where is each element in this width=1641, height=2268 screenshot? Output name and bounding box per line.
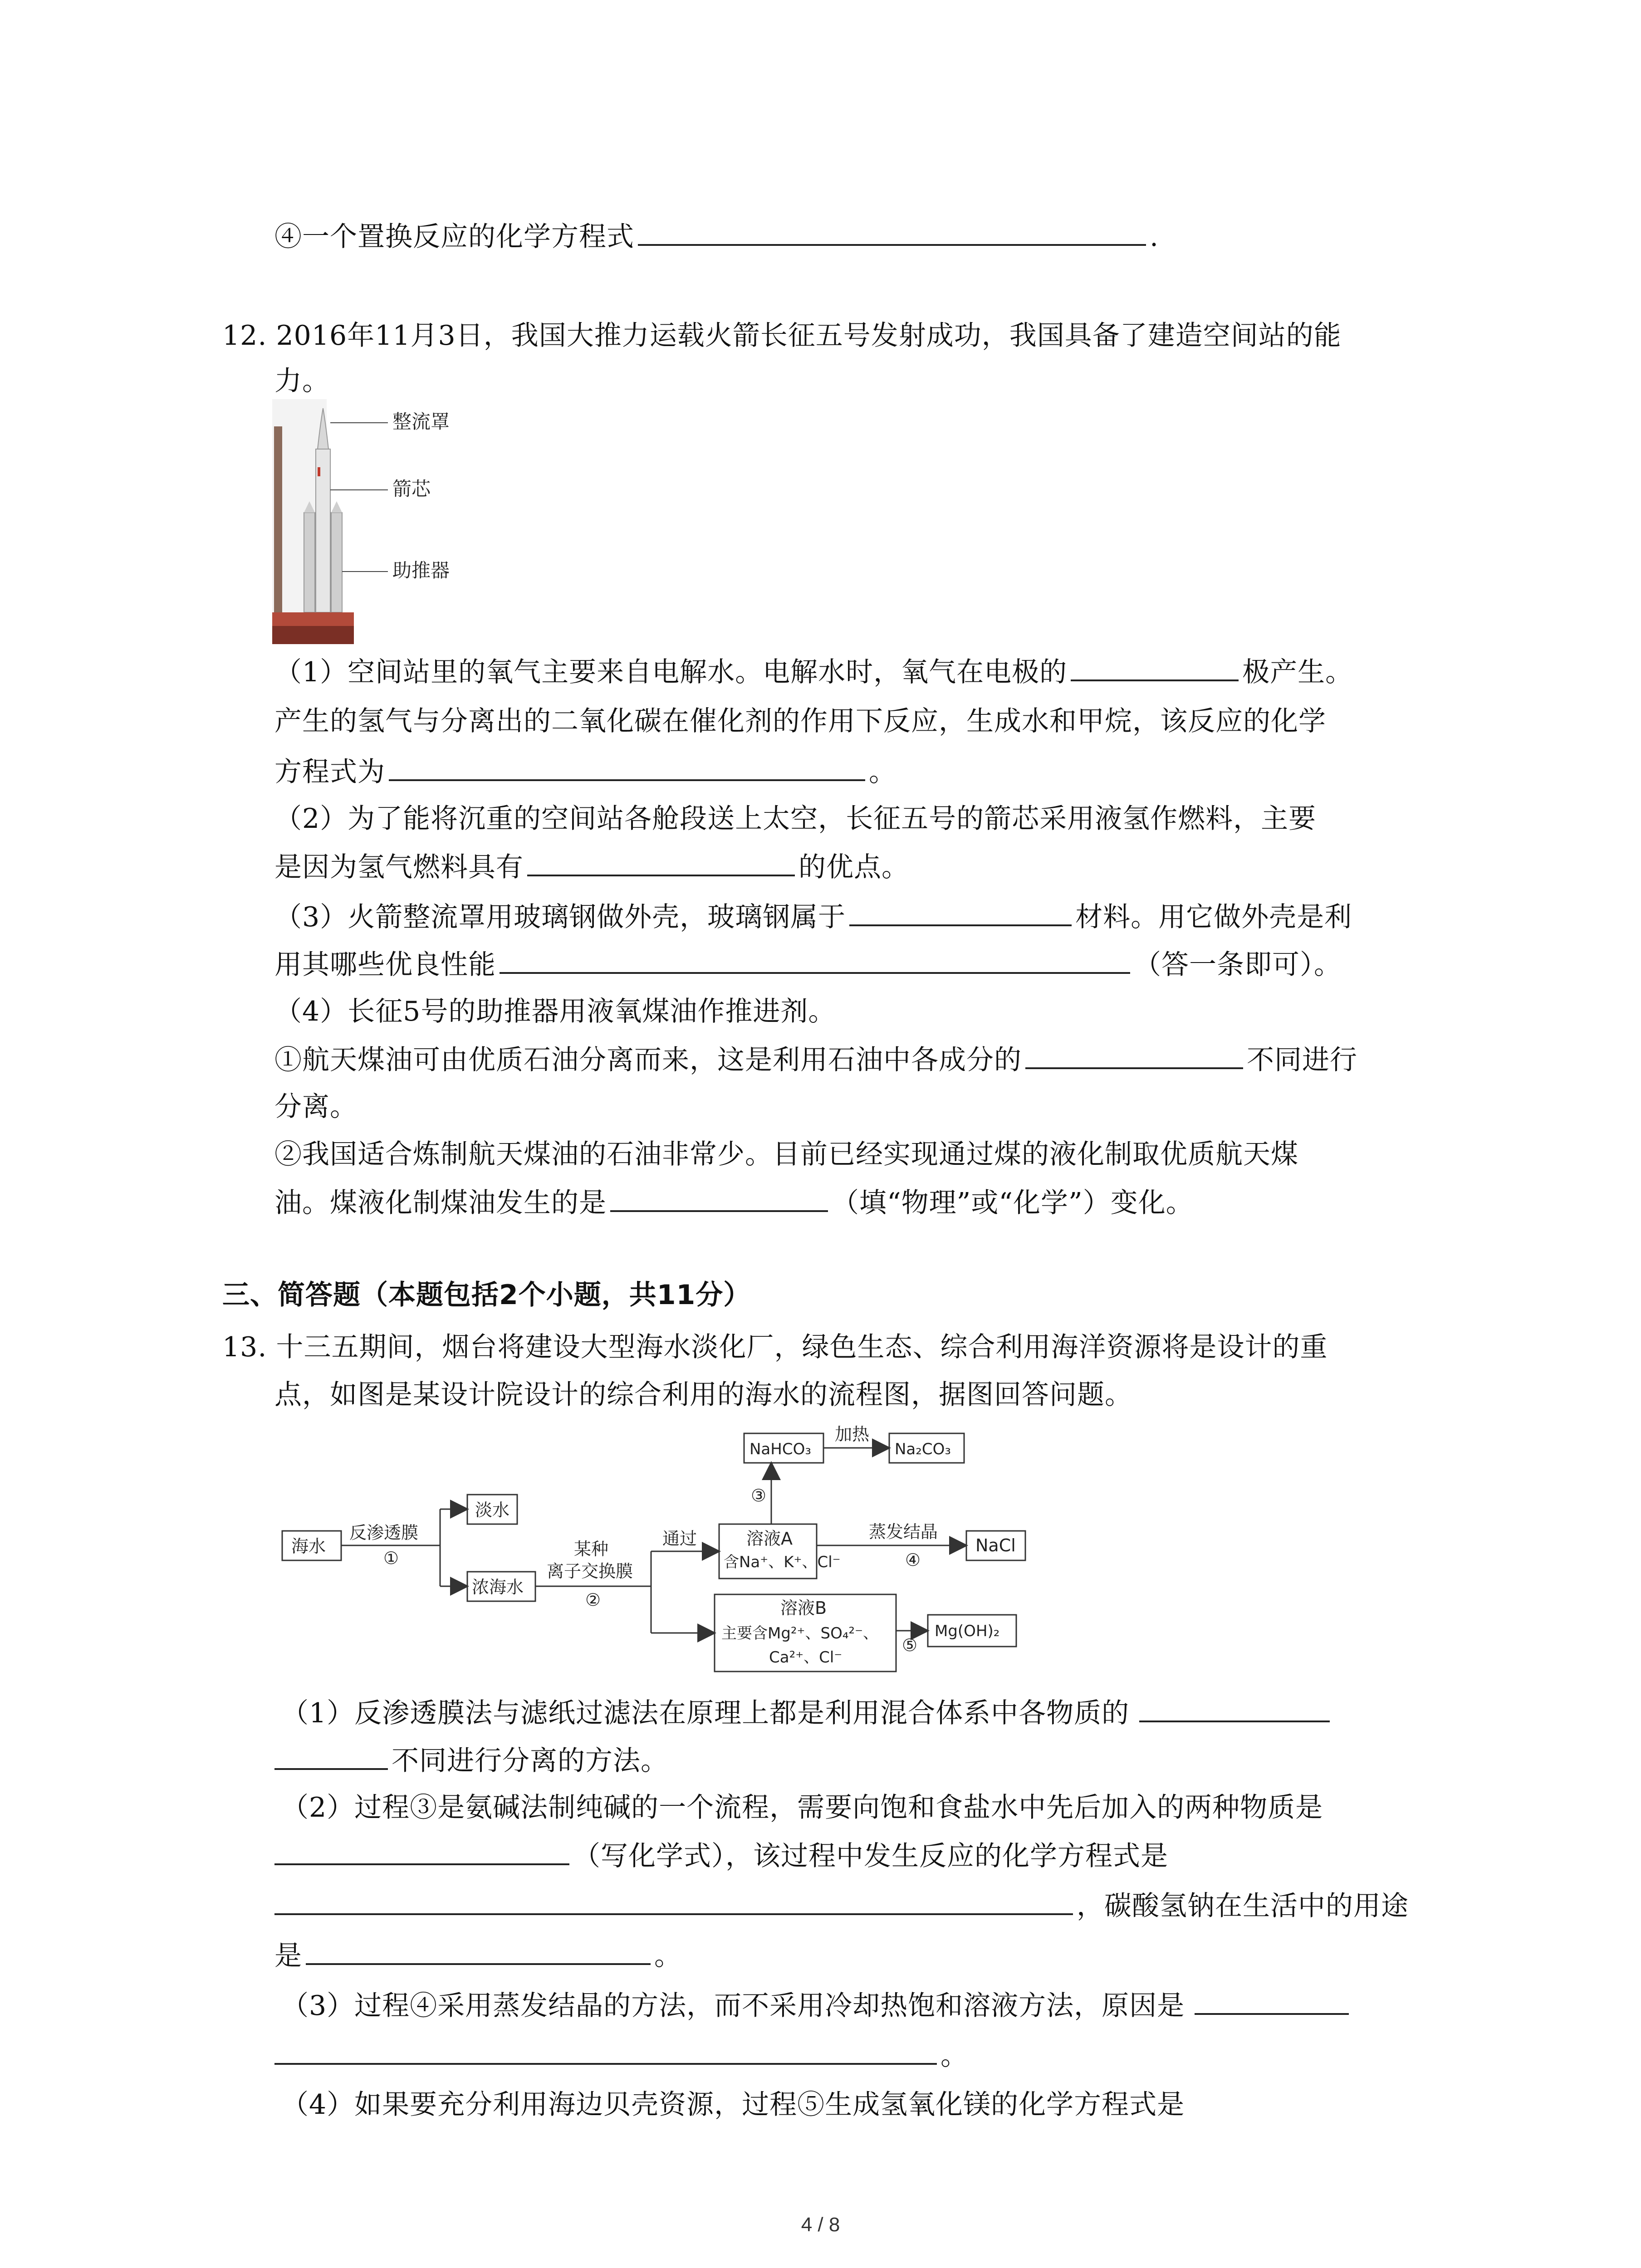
pass-label: 通过 [662,1529,697,1549]
seawater-flowchart [277,1420,1039,1674]
q12-p4a-line1: ①航天煤油可由优质石油分离而来，这是利用石油中各成分的 不同进行 [274,1041,1357,1078]
q13-p3-line1: （3）过程④采用蒸发结晶的方法，而不采用冷却热饱和溶液方法，原因是 [281,1987,1352,2024]
fresh-water-box: 淡水 [475,1500,510,1520]
answer-blank[interactable] [274,1887,1073,1915]
rocket-tower [274,426,282,626]
q13-p2-line1: （2）过程③是氨碱法制纯碱的一个流程，需要向饱和食盐水中先后加入的两种物质是 [281,1792,1323,1823]
q12-p1-line3: 方程式为 。 [274,753,896,790]
na2co3-box: Na₂CO₃ [895,1440,951,1458]
answer-blank[interactable] [306,1937,651,1965]
nacl-box: NaCl [975,1535,1016,1555]
q13-stem-line1: 13. 十三五期间，烟台将建设大型海水淡化厂，绿色生态、综合利用海洋资源将是设计的重 [222,1331,1328,1363]
q13-p2-line4: 是 。 [274,1937,682,1974]
q13-p2-line3: ，碳酸氢钠在生活中的用途 [274,1887,1409,1924]
answer-blank[interactable] [274,1837,569,1865]
answer-blank[interactable] [638,218,1146,246]
step2-label2: 离子交换膜 [547,1561,633,1581]
q12-p3-line2: 用其哪些优良性能 （答一条即可）。 [274,946,1342,983]
answer-blank[interactable] [527,848,795,876]
q13-p4-line1: （4）如果要充分利用海边贝壳资源，过程⑤生成氢氧化镁的化学方程式是 [281,2089,1185,2121]
q12-p1-line2: 产生的氢气与分离出的二氧化碳在催化剂的作用下反应，生成水和甲烷，该反应的化学 [274,705,1326,737]
q12-p3-line1: （3）火箭整流罩用玻璃钢做外壳，玻璃钢属于 材料。用它做外壳是利 [274,898,1352,935]
solution-b-line1: 主要含Mg²⁺、SO₄²⁻、 [721,1624,879,1642]
q12-p1-line1: （1）空间站里的氧气主要来自电解水。电解水时，氧气在电极的 极产生。 [274,653,1353,690]
step4-num: ④ [905,1550,921,1570]
solution-a-content: 含Na⁺、K⁺、Cl⁻ [724,1553,841,1571]
q12-p4b-line1: ②我国适合炼制航天煤油的石油非常少。目前已经实现通过煤的液化制取优质航天煤 [274,1139,1298,1170]
q12-stem-line2: 力。 [274,365,330,397]
q12-stem-line1: 12. 2016年11月3日，我国大推力运载火箭长征五号发射成功，我国具备了建造空间站的能 [222,320,1342,352]
answer-blank[interactable] [500,946,1130,974]
step2-num: ② [585,1590,601,1610]
answer-blank[interactable] [1139,1694,1330,1722]
q12-p2-line1: （2）为了能将沉重的空间站各舱段送上太空，长征五号的箭芯采用液氢作燃料，主要 [274,803,1317,835]
rocket-booster-right [331,513,342,612]
seawater-box: 海水 [291,1536,326,1556]
q12-p4-line1: （4）长征5号的助推器用液氧煤油作推进剂。 [274,996,836,1027]
core-label: 箭芯 [392,478,431,500]
nahco3-box: NaHCO₃ [749,1440,811,1458]
q13-p1-line2: 不同进行分离的方法。 [274,1742,668,1779]
answer-blank[interactable] [849,898,1072,926]
brine-box: 浓海水 [472,1577,524,1597]
answer-blank[interactable] [389,753,865,781]
q13-p2-line2: （写化学式），该过程中发生反应的化学方程式是 [274,1837,1168,1874]
step2-label1: 某种 [574,1539,609,1559]
q11-item4-text: ④一个置换反应的化学方程式 [274,221,634,253]
step5-num: ⑤ [902,1635,918,1655]
answer-blank[interactable] [1195,1987,1349,2015]
mgoh2-box: Mg(OH)₂ [935,1622,1000,1640]
q12-p4b-line2: 油。煤液化制煤油发生的是 （填“物理”或“化学”）变化。 [274,1184,1194,1221]
q13-p3-line2: 。 [274,2037,968,2074]
rocket-figure [272,399,499,644]
fairing-label: 整流罩 [392,411,450,433]
q13-p1-line1: （1）反渗透膜法与滤纸过滤法在原理上都是利用混合体系中各物质的 [281,1694,1333,1731]
step4-label: 蒸发结晶 [869,1522,938,1542]
answer-blank[interactable] [1071,653,1239,681]
rocket-booster-left [304,513,315,612]
page-number: 4 / 8 [801,2214,840,2236]
q13-stem-line2: 点，如图是某设计院设计的综合利用的海水的流程图，据图回答问题。 [274,1379,1132,1411]
step1-num: ① [383,1548,399,1568]
step3-num: ③ [751,1486,767,1505]
solution-b-title: 溶液B [780,1598,827,1618]
booster-label: 助推器 [392,559,450,582]
answer-blank[interactable] [610,1184,828,1212]
section3-title: 三、简答题（本题包括2个小题，共11分） [222,1279,751,1311]
q11-item4: ④一个置换反应的化学方程式 . [274,218,1159,255]
q12-p4a-line2: 分离。 [274,1091,358,1123]
answer-blank[interactable] [1025,1041,1243,1069]
step1-label: 反渗透膜 [349,1523,419,1543]
solution-a-title: 溶液A [746,1529,793,1549]
answer-blank[interactable] [274,1742,388,1770]
solution-b-line2: Ca²⁺、Cl⁻ [769,1648,843,1667]
q12-p2-line2: 是因为氢气燃料具有 的优点。 [274,848,909,885]
answer-blank[interactable] [274,2037,937,2065]
heat-label: 加热 [835,1424,870,1444]
